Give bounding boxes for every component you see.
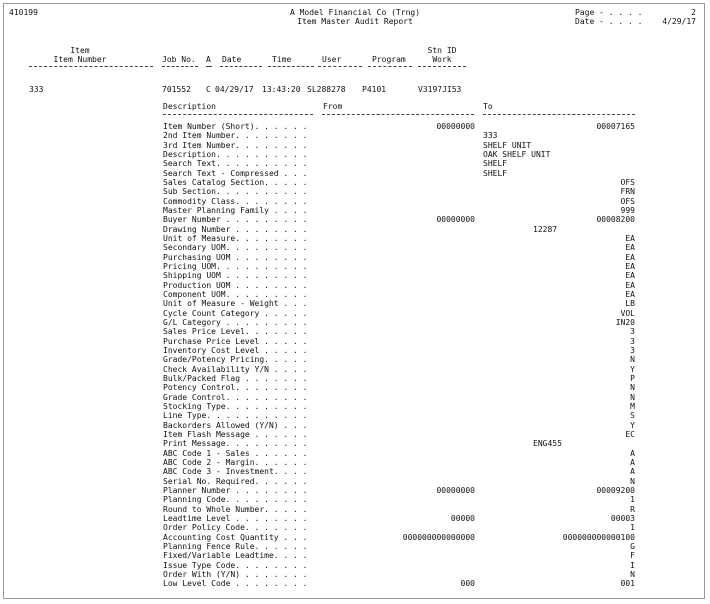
to-value: A <box>630 467 635 477</box>
from-value: 000000000000000 <box>402 532 475 542</box>
to-value: EA <box>625 252 635 262</box>
record-date: 04/29/17 <box>215 85 254 94</box>
rule-to <box>483 114 635 115</box>
to-value: 12287 <box>533 224 558 234</box>
change-row <box>0 374 710 383</box>
report-id: 410199 <box>9 8 38 17</box>
rule-date <box>220 66 262 67</box>
to-value: OFS <box>620 196 635 206</box>
change-row <box>0 234 710 243</box>
field-description: Planner Number . . . . . . . . <box>163 485 308 495</box>
report-title: Item Master Audit Report <box>297 17 413 26</box>
field-description: Order With (Y/N) . . . . . . . <box>163 569 308 579</box>
field-description: Commodity Class. . . . . . . . <box>163 196 308 206</box>
record-user: SL288278 <box>307 85 346 94</box>
field-description: Drawing Number . . . . . . . . <box>163 224 308 234</box>
to-value: 00007165 <box>596 122 635 131</box>
change-row <box>0 467 710 476</box>
change-row <box>0 318 710 327</box>
detail-col-from: From <box>323 102 343 111</box>
to-value: N <box>630 383 635 393</box>
to-value: LB <box>625 299 635 309</box>
change-row <box>0 411 710 420</box>
field-description: Description. . . . . . . . . . <box>163 149 308 159</box>
page-number: 2 <box>691 8 696 17</box>
to-value: 001 <box>620 579 635 589</box>
change-row <box>0 458 710 467</box>
field-description: Grade Control. . . . . . . . . <box>163 392 308 402</box>
to-value: N <box>630 569 635 579</box>
to-value: 1 <box>630 523 635 533</box>
field-description: Planning Fence Rule. . . . . . <box>163 541 308 551</box>
from-value: 00000000 <box>436 485 475 495</box>
col-program: Program <box>372 55 406 64</box>
change-row <box>0 169 710 178</box>
field-description: Buyer Number . . . . . . . . . <box>163 215 308 225</box>
field-description: Stocking Type. . . . . . . . . <box>163 401 308 411</box>
change-row <box>0 299 710 308</box>
field-description: Sub Section. . . . . . . . . . <box>163 187 308 197</box>
field-description: Purchasing UOM . . . . . . . . <box>163 252 308 262</box>
to-value: 3 <box>630 345 635 355</box>
rule-program <box>368 66 412 67</box>
field-description: Item Flash Message . . . . . . <box>163 429 308 439</box>
page-label: Page - . . . . <box>575 8 643 17</box>
change-row <box>0 561 710 570</box>
change-row <box>0 523 710 532</box>
from-value: 00000000 <box>436 215 475 225</box>
col-action: A <box>206 55 211 64</box>
detail-col-to: To <box>483 102 493 111</box>
change-row <box>0 346 710 355</box>
field-description: Order Policy Code. . . . . . . <box>163 523 308 533</box>
change-row <box>0 533 710 542</box>
field-description: Master Planning Family . . . . <box>163 205 308 215</box>
field-description: Issue Type Code. . . . . . . . <box>163 560 308 570</box>
change-row <box>0 253 710 262</box>
change-row <box>0 281 710 290</box>
record-item-number: 333 <box>29 85 44 94</box>
record-job-no: 701552 <box>162 85 191 94</box>
col-time: Time <box>272 55 292 64</box>
change-row <box>0 570 710 579</box>
to-value: 3 <box>630 336 635 346</box>
change-row <box>0 159 710 168</box>
change-row <box>0 430 710 439</box>
field-description: Backorders Allowed (Y/N) . . . <box>163 420 308 430</box>
change-row <box>0 309 710 318</box>
field-description: Check Availability Y/N . . . . <box>163 364 308 374</box>
rule-job <box>162 66 198 67</box>
to-value: EA <box>625 261 635 271</box>
to-value: Y <box>630 420 635 430</box>
to-value: N <box>630 476 635 486</box>
field-description: Unit of Measure. . . . . . . . <box>163 233 308 243</box>
field-description: Sales Catalog Section. . . . . <box>163 177 308 187</box>
field-description: Pricing UOM. . . . . . . . . . <box>163 261 308 271</box>
to-value: S <box>630 411 635 421</box>
to-value: Y <box>630 364 635 374</box>
col-item-number: Item Number <box>53 55 107 64</box>
field-description: ABC Code 1 - Sales . . . . . . <box>163 448 308 458</box>
from-value: 000 <box>460 579 475 589</box>
field-description: Cycle Count Category . . . . . <box>163 308 308 318</box>
field-description: Secondary UOM. . . . . . . . . <box>163 243 308 253</box>
change-row <box>0 243 710 252</box>
to-value: EA <box>625 271 635 281</box>
change-row <box>0 449 710 458</box>
to-value: EA <box>625 289 635 299</box>
col-date: Date <box>222 55 242 64</box>
change-row <box>0 393 710 402</box>
change-row <box>0 337 710 346</box>
change-row <box>0 150 710 159</box>
change-row <box>0 215 710 224</box>
to-value: EC <box>625 429 635 439</box>
to-value: I <box>630 560 635 570</box>
change-row <box>0 439 710 448</box>
to-value: FRN <box>620 187 635 197</box>
to-value: IN20 <box>615 317 635 327</box>
to-value: EA <box>625 233 635 243</box>
change-row <box>0 197 710 206</box>
to-value: SHELF UNIT <box>483 140 532 150</box>
change-row <box>0 178 710 187</box>
change-row <box>0 579 710 588</box>
field-description: Grade/Potency Pricing. . . . . <box>163 355 308 365</box>
to-value: SHELF <box>483 159 508 169</box>
to-value: 00008200 <box>596 215 635 225</box>
to-value: 1 <box>630 495 635 505</box>
to-value: ENG455 <box>533 439 562 449</box>
field-description: Accounting Cost Quantity . . . <box>163 532 308 542</box>
field-description: ABC Code 3 - Investment. . . . <box>163 467 308 477</box>
col-item: Item <box>70 46 90 55</box>
to-value: A <box>630 448 635 458</box>
to-value: 00003 <box>610 513 635 523</box>
field-description: Purchase Price Level . . . . . <box>163 336 308 346</box>
field-description: Search Text. . . . . . . . . . <box>163 159 308 169</box>
detail-col-description: Description <box>163 102 216 111</box>
field-description: Production UOM . . . . . . . . <box>163 280 308 290</box>
field-description: Sales Price Level. . . . . . . <box>163 327 308 337</box>
record-work: V3197JI53 <box>418 85 462 94</box>
report-date: 4/29/17 <box>662 17 696 26</box>
to-value: SHELF <box>483 168 508 178</box>
change-row <box>0 225 710 234</box>
change-row <box>0 141 710 150</box>
change-row <box>0 327 710 336</box>
record-action: C <box>206 85 211 94</box>
col-stn-id: Stn ID <box>427 46 457 55</box>
to-value: A <box>630 457 635 467</box>
field-description: Fixed/Variable Leadtime. . . . <box>163 551 308 561</box>
field-description: Item Number (Short). . . . . . <box>163 122 308 131</box>
record-program: P4101 <box>362 85 387 94</box>
to-value: 00009200 <box>596 485 635 495</box>
change-row <box>0 271 710 280</box>
change-row <box>0 514 710 523</box>
change-row <box>0 122 710 131</box>
col-user: User <box>322 55 342 64</box>
field-description: Low Level Code . . . . . . . . <box>163 579 308 589</box>
field-description: Potency Control. . . . . . . . <box>163 383 308 393</box>
field-description: 2nd Item Number. . . . . . . . <box>163 131 308 141</box>
to-value: M <box>630 401 635 411</box>
record-time: 13:43:20 <box>262 85 301 94</box>
rule-from <box>322 114 474 115</box>
field-description: Planning Code. . . . . . . . . <box>163 495 308 505</box>
change-row <box>0 505 710 514</box>
change-row <box>0 355 710 364</box>
to-value: VOL <box>620 308 635 318</box>
field-description: ABC Code 2 - Margin. . . . . . <box>163 457 308 467</box>
field-description: 3rd Item Number. . . . . . . . <box>163 140 308 150</box>
change-row <box>0 383 710 392</box>
company-name: A Model Financial Co (Trng) <box>289 8 421 17</box>
change-row <box>0 421 710 430</box>
to-value: G <box>630 541 635 551</box>
col-work: Work <box>432 55 452 64</box>
change-row <box>0 551 710 560</box>
to-value: N <box>630 392 635 402</box>
change-row <box>0 495 710 504</box>
rule-item <box>29 66 153 67</box>
change-row <box>0 477 710 486</box>
from-value: 00000000 <box>436 122 475 131</box>
field-description: Component UOM. . . . . . . . . <box>163 289 308 299</box>
field-description: Round to Whole Number. . . . . <box>163 504 308 514</box>
field-description: Inventory Cost Level . . . . . <box>163 345 308 355</box>
field-description: Print Message. . . . . . . . . <box>163 439 308 449</box>
change-row <box>0 402 710 411</box>
to-value: P <box>630 373 635 383</box>
to-value: EA <box>625 280 635 290</box>
to-value: 3 <box>630 327 635 337</box>
to-value: R <box>630 504 635 514</box>
change-row <box>0 486 710 495</box>
field-description: Shipping UOM . . . . . . . . . <box>163 271 308 281</box>
rule-time <box>268 66 314 67</box>
change-row <box>0 262 710 271</box>
to-value: EA <box>625 243 635 253</box>
col-job-no: Job No. <box>162 55 196 64</box>
field-description: Leadtime Level . . . . . . . . <box>163 513 308 523</box>
date-label: Date - . . . . <box>575 17 643 26</box>
from-value: 00000 <box>450 513 475 523</box>
field-description: Bulk/Packed Flag . . . . . . . <box>163 373 308 383</box>
to-value: 000000000000100 <box>562 532 635 542</box>
field-description: Line Type. . . . . . . . . . . <box>163 411 308 421</box>
to-value: 999 <box>620 205 635 215</box>
field-description: G/L Category . . . . . . . . . <box>163 317 308 327</box>
to-value: F <box>630 551 635 561</box>
rule-action <box>206 66 212 67</box>
field-description: Search Text - Compressed . . . <box>163 168 308 178</box>
change-row <box>0 206 710 215</box>
to-value: OAK SHELF UNIT <box>483 149 551 159</box>
change-row <box>0 187 710 196</box>
rule-user <box>318 66 362 67</box>
field-description: Unit of Measure - Weight . . . <box>163 299 308 309</box>
field-description: Serial No. Required. . . . . . <box>163 476 308 486</box>
rule-description <box>163 114 313 115</box>
to-value: 333 <box>483 131 498 141</box>
change-row <box>0 290 710 299</box>
rule-work <box>418 66 466 67</box>
to-value: OFS <box>620 177 635 187</box>
to-value: N <box>630 355 635 365</box>
change-row <box>0 365 710 374</box>
change-row <box>0 131 710 140</box>
change-row <box>0 542 710 551</box>
